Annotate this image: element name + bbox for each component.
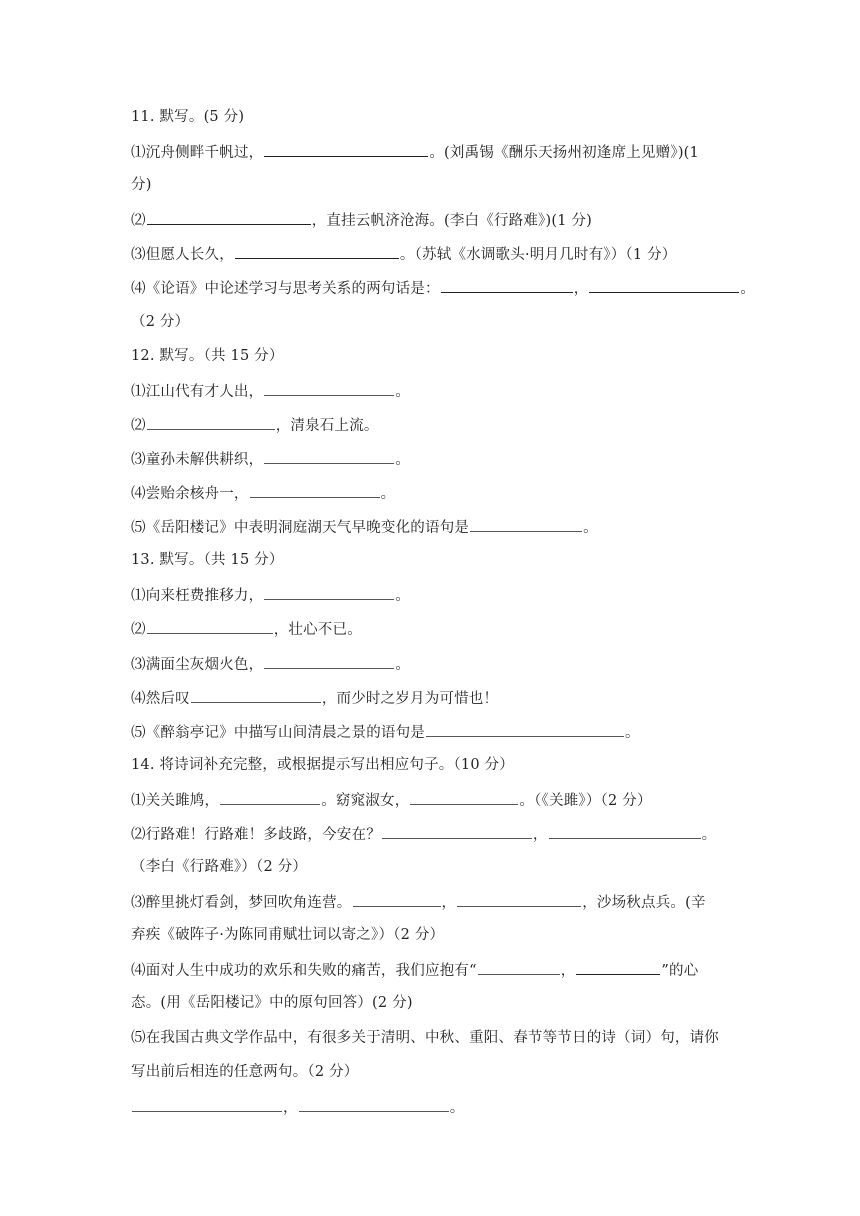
text: ⑵行路难！行路难！多歧路，今安在？ — [131, 826, 381, 843]
text: ”的心 — [661, 963, 699, 980]
text: 13. 默写。（共 15 分） — [131, 552, 284, 569]
text: 态。(用《岳阳楼记》中的原句回答）(2 分) — [131, 995, 413, 1012]
q11-heading — [131, 107, 740, 127]
text: （2 分） — [131, 313, 190, 330]
q14-item-3 — [131, 891, 740, 911]
text: （李白《行路难》）（2 分） — [131, 859, 308, 876]
text: 分) — [131, 177, 152, 194]
answer-blank[interactable] — [589, 277, 739, 293]
q14-item-5-answer — [131, 1096, 740, 1116]
text: ⑷面对人生中成功的欢乐和失败的痛苦，我们应抱有“ — [131, 963, 477, 980]
q11-item-4-cont — [131, 312, 740, 332]
text: ， — [560, 963, 576, 980]
text: 。 — [701, 826, 717, 843]
text: ⑴江山代有才人出， — [131, 383, 264, 400]
text: ⑵ — [131, 622, 146, 639]
text: 。窈窕淑女， — [321, 792, 410, 809]
text: ⑸在我国古典文学作品中，有很多关于清明、中秋、重阳、春节等节日的诗（词）句，请你 — [131, 1029, 719, 1046]
q12-heading — [131, 346, 740, 366]
text: ， — [573, 281, 589, 298]
text: ， — [532, 826, 548, 843]
q14-item-5-cont — [131, 1062, 740, 1082]
text: ，直挂云帆济沧海。(李白《行路难》)(1 分) — [311, 213, 593, 230]
text: 12. 默写。（共 15 分） — [131, 347, 284, 364]
q11-item-4 — [131, 277, 756, 298]
answer-blank[interactable] — [478, 959, 560, 975]
q13-item-1 — [131, 584, 740, 604]
answer-blank[interactable] — [410, 789, 518, 805]
answer-blank[interactable] — [220, 789, 320, 805]
text: ⑶但愿人长久， — [131, 247, 234, 264]
answer-blank[interactable] — [147, 618, 273, 634]
text: ，沙场秋点兵。(辛 — [582, 895, 706, 912]
q14-item-3-cont — [131, 925, 740, 945]
q11-item-2 — [131, 209, 740, 229]
answer-blank[interactable] — [457, 891, 581, 907]
answer-blank[interactable] — [549, 823, 701, 839]
text: 。（苏轼《水调歌头·明月几时有》）（1 分） — [399, 247, 677, 264]
text: 。 — [583, 520, 598, 537]
q13-item-2 — [131, 618, 740, 638]
text: ⑶童孙未解供耕织， — [131, 451, 264, 468]
q14-item-4-cont — [131, 993, 740, 1013]
answer-blank[interactable] — [147, 209, 311, 225]
q13-heading — [131, 550, 740, 570]
text: 。 — [740, 281, 756, 298]
q14-item-2 — [131, 823, 740, 843]
answer-blank[interactable] — [264, 584, 394, 600]
text: ，清泉石上流。 — [275, 417, 379, 434]
answer-blank[interactable] — [264, 141, 428, 157]
q14-heading — [131, 755, 740, 775]
text: 。（《关雎》）（2 分） — [519, 792, 652, 809]
q12-item-2 — [131, 414, 740, 434]
text: ，而少时之岁月为可惜也！ — [321, 690, 499, 707]
q12-item-5 — [131, 516, 740, 536]
q14-item-1 — [131, 789, 740, 809]
text: 写出前后相连的任意两句。（2 分） — [131, 1063, 359, 1080]
answer-blank[interactable] — [132, 1096, 282, 1112]
q11-item-1 — [131, 141, 740, 161]
q13-item-5 — [131, 721, 740, 741]
answer-blank[interactable] — [191, 687, 321, 703]
answer-blank[interactable] — [235, 243, 399, 259]
answer-blank[interactable] — [299, 1096, 449, 1112]
answer-blank[interactable] — [470, 516, 582, 532]
text: ， — [283, 1099, 298, 1116]
text: 。 — [380, 486, 396, 503]
text: ⑶满面尘灰烟火色， — [131, 656, 264, 673]
q11-item-3 — [131, 243, 740, 263]
q12-item-3 — [131, 448, 740, 468]
text: 。 — [625, 724, 640, 741]
text: ⑷《论语》中论述学习与思考关系的两句话是： — [131, 281, 440, 298]
q14-item-2-cont — [131, 857, 740, 877]
text: 弃疾《破阵子·为陈同甫赋壮词以寄之》）（2 分） — [131, 927, 445, 944]
answer-blank[interactable] — [264, 380, 394, 396]
text: 。 — [395, 383, 411, 400]
q11-item-1-cont — [131, 175, 740, 195]
answer-blank[interactable] — [382, 823, 532, 839]
answer-blank[interactable] — [147, 414, 275, 430]
q12-item-4 — [131, 482, 740, 502]
answer-blank[interactable] — [576, 959, 660, 975]
q14-item-4 — [131, 959, 740, 979]
text: 。 — [395, 656, 411, 673]
answer-blank[interactable] — [426, 721, 624, 737]
text: ⑴沉舟侧畔千帆过， — [131, 145, 264, 162]
answer-blank[interactable] — [264, 448, 394, 464]
answer-blank[interactable] — [353, 891, 441, 907]
text: ，壮心不已。 — [273, 622, 362, 639]
text: ⑷然后叹 — [131, 690, 190, 707]
text: 。(刘禹锡《酬乐天扬州初逢席上见赠》)(1 — [429, 145, 699, 162]
text: 。 — [395, 451, 411, 468]
q12-item-1 — [131, 380, 740, 400]
answer-blank[interactable] — [441, 277, 573, 293]
text: ⑶醉里挑灯看剑，梦回吹角连营。 — [131, 895, 352, 912]
q13-item-4 — [131, 687, 740, 707]
text: 11. 默写。(5 分) — [131, 109, 245, 125]
text: ⑵ — [131, 213, 146, 230]
text: ⑴关关雎鸠， — [131, 792, 220, 809]
text: ， — [441, 895, 457, 912]
text: 。 — [395, 588, 411, 605]
text: ⑴向来枉费推移力， — [131, 588, 264, 605]
text: ⑵ — [131, 417, 146, 434]
text: ⑷尝贻余核舟一， — [131, 486, 249, 503]
answer-blank[interactable] — [264, 653, 394, 669]
q13-item-3 — [131, 653, 740, 673]
text: ⑸《醉翁亭记》中描写山间清晨之景的语句是 — [131, 724, 425, 741]
q14-item-5 — [131, 1028, 740, 1048]
answer-blank[interactable] — [250, 482, 380, 498]
text: 14. 将诗词补充完整，或根据提示写出相应句子。（10 分） — [131, 756, 514, 773]
text: ⑸《岳阳楼记》中表明洞庭湖天气早晚变化的语句是 — [131, 520, 470, 537]
text: 。 — [449, 1099, 465, 1116]
